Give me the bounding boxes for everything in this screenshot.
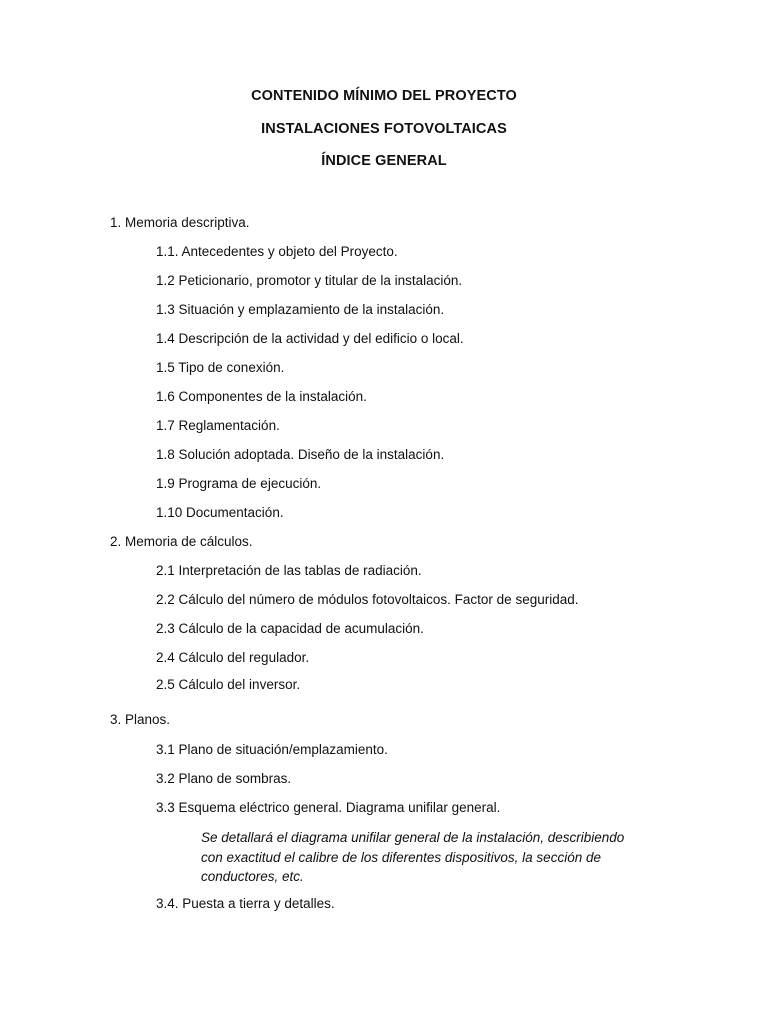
- index-item: 1.1. Antecedentes y objeto del Proyecto.: [156, 244, 398, 259]
- note-line: con exactitud el calibre de los diferentes dispositivos, la sección de: [201, 849, 601, 865]
- index-item: 1.8 Solución adoptada. Diseño de la instalación.: [156, 447, 445, 462]
- index-item: 2.4 Cálculo del regulador.: [156, 650, 310, 665]
- document-title: CONTENIDO MÍNIMO DEL PROYECTO: [251, 88, 517, 104]
- index-item: 2.2 Cálculo del número de módulos fotovoltaicos. Factor de seguridad.: [156, 592, 579, 607]
- index-item: 2.1 Interpretación de las tablas de radiación.: [156, 563, 422, 578]
- index-item: 3.2 Plano de sombras.: [156, 771, 292, 786]
- note-line: Se detallará el diagrama unifilar general de la instalación, describiendo: [201, 830, 625, 845]
- index-item: 1.10 Documentación.: [156, 505, 284, 520]
- index-item: 1.3 Situación y emplazamiento de la instalación.: [156, 302, 445, 317]
- note-line: conductores, etc.: [201, 869, 304, 884]
- document-subtitle: INSTALACIONES FOTOVOLTAICAS: [261, 121, 507, 137]
- index-item: 3.3 Esquema eléctrico general. Diagrama unifilar general.: [156, 800, 501, 815]
- index-item: 2.3 Cálculo de la capacidad de acumulación.: [156, 621, 424, 636]
- diagram-note: [201, 828, 671, 887]
- section-title-planos: 3. Planos.: [110, 712, 171, 727]
- section-title-memoria-calculos: 2. Memoria de cálculos.: [110, 534, 253, 549]
- index-heading: ÍNDICE GENERAL: [321, 153, 447, 169]
- index-item: 1.7 Reglamentación.: [156, 418, 280, 433]
- index-item: 1.6 Componentes de la instalación.: [156, 389, 367, 404]
- index-item: 2.5 Cálculo del inversor.: [156, 677, 301, 692]
- index-item: 3.1 Plano de situación/emplazamiento.: [156, 742, 388, 757]
- index-item: 1.2 Peticionario, promotor y titular de la instalación.: [156, 273, 463, 288]
- index-item: 3.4. Puesta a tierra y detalles.: [156, 896, 335, 911]
- section-title-memoria-descriptiva: 1. Memoria descriptiva.: [110, 215, 250, 230]
- index-item: 1.5 Tipo de conexión.: [156, 360, 285, 375]
- index-item: 1.4 Descripción de la actividad y del edificio o local.: [156, 331, 464, 346]
- index-item: 1.9 Programa de ejecución.: [156, 476, 322, 491]
